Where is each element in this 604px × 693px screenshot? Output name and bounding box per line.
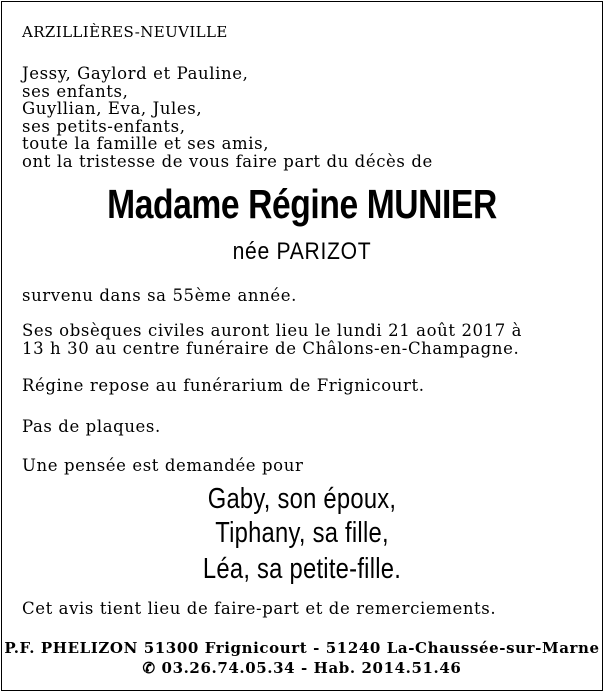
- death-notice: [1, 1, 603, 691]
- funeral-details: [22, 322, 522, 357]
- deceased-name: Madame Régine MUNIER: [107, 181, 497, 227]
- family-line: Guyllian, Eva, Jules,: [22, 99, 203, 118]
- funeral-line: Ses obsèques civiles auront lieu le lundi 21 août 2017 à: [22, 321, 523, 340]
- family-line: ont la tristesse de vous faire part du décès de: [22, 151, 433, 171]
- honoree-granddaughter: Léa, sa petite-fille.: [202, 553, 402, 585]
- closing-line: Cet avis tient lieu de faire-part et de remerciements.: [22, 599, 497, 618]
- plaques-line: Pas de plaques.: [22, 417, 161, 436]
- honoree-daughter: Tiphany, sa fille,: [215, 517, 389, 549]
- undertaker-phone: ✆ 03.26.74.05.34 - Hab. 2014.51.46: [142, 659, 462, 677]
- funeral-line: 13 h 30 au centre funéraire de Châlons-en-Champagne.: [22, 338, 520, 358]
- family-line: Jessy, Gaylord et Pauline,: [22, 64, 249, 83]
- family-line: ses enfants,: [22, 81, 129, 101]
- honoree-spouse: Gaby, son époux,: [207, 483, 397, 515]
- family-line: ses petits-enfants,: [22, 116, 186, 136]
- maiden-name: née PARIZOT: [232, 238, 372, 265]
- town-heading: ARZILLIÈRES-NEUVILLE: [22, 23, 228, 41]
- age-line: survenu dans sa 55ème année.: [22, 286, 297, 305]
- rests-line: Régine repose au funérarium de Frignicourt.: [22, 376, 425, 395]
- undertaker-address: P.F. PHELIZON 51300 Frignicourt - 51240 La-Chaussée-sur-Marne: [4, 639, 600, 657]
- family-line: toute la famille et ses amis,: [22, 134, 270, 153]
- family-announcement: [22, 65, 433, 170]
- thought-line: Une pensée est demandée pour: [22, 456, 304, 475]
